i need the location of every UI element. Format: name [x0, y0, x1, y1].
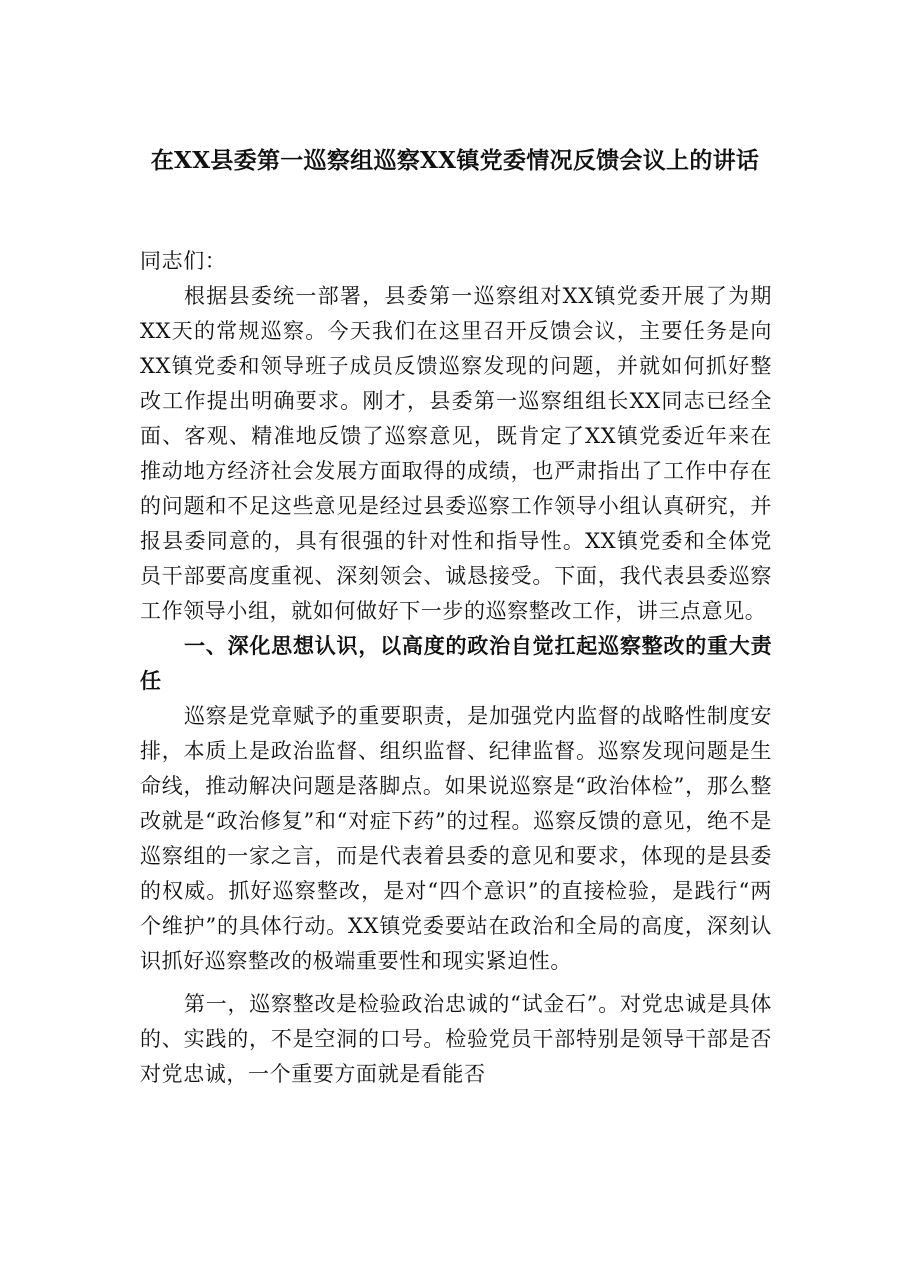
section-heading: 一、深化思想认识，以高度的政治自觉扛起巡察整改的重大责任: [140, 634, 772, 693]
section-paragraph: 巡察是党章赋予的重要职责，是加强党内监督的战略性制度安排，本质上是政治监督、组织监督、纪律监督。巡察发现问题是生命线，推动解决问题是落脚点。如果说巡察是“政治体检”，那么整改就是“政治修复”和“对症下药”的过程。巡察反馈的意见，绝不是巡察组的一家之言，而是代表着县委的意见和要求，体现的是县委的权威。抓好巡察整改，是对“四个意识”的直接检验，是践行“两个维护”的具体行动。XX镇党委要站在政治和全局的高度，深刻认识抓好巡察整改的极端重要性和现实紧迫性。: [140, 704, 772, 973]
salutation: 同志们：: [140, 249, 227, 273]
document-body: [140, 244, 772, 1092]
intro-paragraph: 根据县委统一部署，县委第一巡察组对XX镇党委开展了为期XX天的常规巡察。今天我们在这里召开反馈会议，主要任务是向XX镇党委和领导班子成员反馈巡察发现的问题，并就如何抓好整改工作提出明确要求。刚才，县委第一巡察组组长XX同志已经全面、客观、精准地反馈了巡察意见，既肯定了XX镇党委近年来在推动地方经济社会发展方面取得的成绩，也严肃指出了工作中存在的问题和不足这些意见是经过县委巡察工作领导小组认真研究，并报县委同意的，具有很强的针对性和指导性。XX镇党委和全体党员干部要高度重视、深刻领会、诚恳接受。下面，我代表县委巡察工作领导小组，就如何做好下一步的巡察整改工作，讲三点意见。: [140, 284, 772, 623]
section-paragraph: 第一，巡察整改是检验政治忠诚的“试金石”。对党忠诚是具体的、实践的，不是空洞的口号。检验党员干部特别是领导干部是否对党忠诚，一个重要方面就是看能否: [140, 992, 772, 1086]
document-title: 在XX县委第一巡察组巡察XX镇党委情况反馈会议上的讲话: [150, 147, 760, 174]
